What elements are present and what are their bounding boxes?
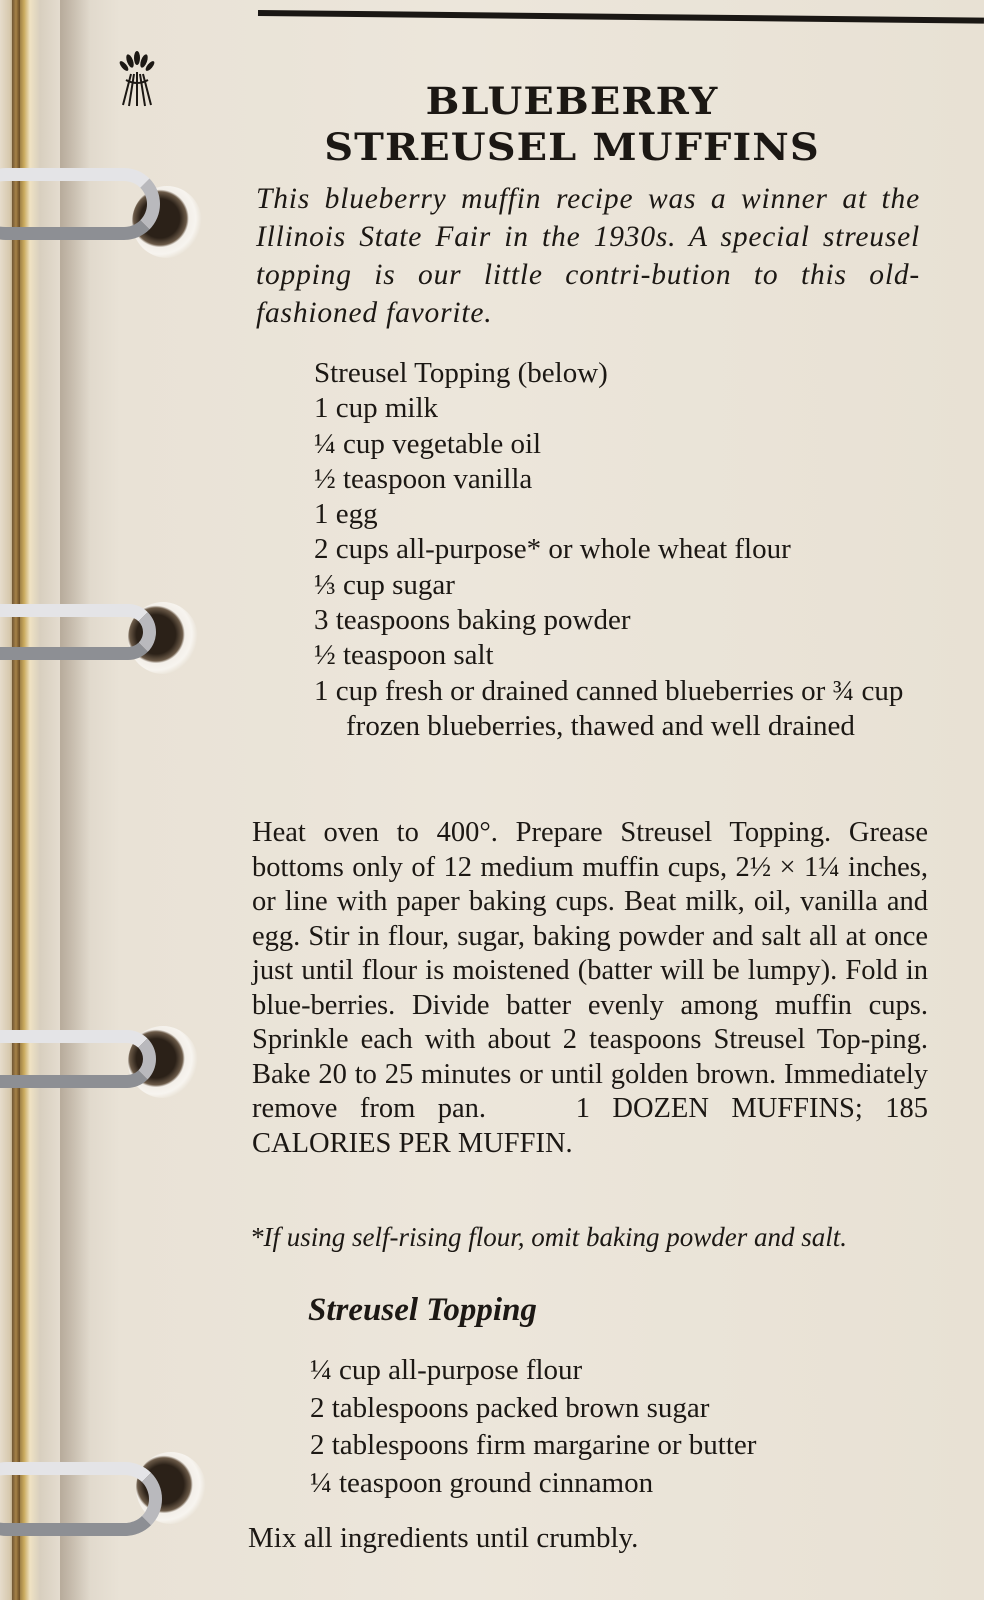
topping-ingredient-item: ¼ cup all-purpose flour (310, 1354, 583, 1386)
recipe-intro: This blueberry muffin recipe was a winner at the Illinois State Fair in the 1930s. A special streusel topping is our little contri-bution to this old-fashioned favorite. (256, 183, 920, 329)
ingredient-item: ½ teaspoon salt (314, 639, 494, 672)
directions-text: Heat oven to 400°. Prepare Streusel Topping. Grease bottoms only of 12 medium muffin cups, 2½ × 1¼ inches, or line with paper baking cups. Beat milk, oil, vanilla and egg. Stir in flour, sugar, baking powder and salt all at once just until flour is moistened (batter will be lumpy). Fold in blue-berries. Divide batter evenly among muffin cups. Sprinkle each with about 2 teaspoons Streusel Top-ping. Bake 20 to 25 minutes or until golden brown. Immediately remove from pan. (252, 817, 928, 1124)
topping-title: Streusel Topping (308, 1292, 537, 1328)
topping-ingredient-item: 2 tablespoons firm margarine or butter (310, 1429, 757, 1461)
topping-ingredient-list (310, 1352, 930, 1502)
topping-ingredient-item: 2 tablespoons packed brown sugar (310, 1391, 710, 1424)
binder-ring-3 (0, 1030, 156, 1088)
ingredient-item: ⅓ cup sugar (314, 568, 455, 601)
ingredient-item: 2 cups all-purpose* or whole wheat flour (314, 533, 791, 566)
ingredient-item: 3 teaspoons baking powder (314, 604, 631, 637)
topping-method: Mix all ingredients until crumbly. (248, 1522, 639, 1554)
ingredient-item: ¼ cup vegetable oil (314, 427, 542, 460)
flour-footnote: *If using self-rising flour, omit baking powder and salt. (250, 1222, 848, 1252)
ingredient-item: ½ teaspoon vanilla (314, 462, 533, 495)
recipe-calories: 185 CALORIES PER MUFFIN. (252, 1093, 929, 1159)
recipe-title (226, 78, 917, 170)
binder-ring-1 (0, 168, 160, 240)
ingredient-item: Streusel Topping (below) (314, 357, 608, 389)
ingredient-item: 1 egg (314, 498, 378, 531)
title-line-1: BLUEBERRY (425, 79, 719, 123)
binding-gilt-strip (12, 0, 20, 1600)
ingredient-item: 1 cup milk (314, 392, 439, 425)
page-shadow (60, 0, 90, 1600)
ingredient-item: 1 cup fresh or drained canned blueberries or ¾ cup frozen blueberries, thawed and well drained (314, 674, 904, 742)
binder-ring-2 (0, 604, 156, 660)
ingredient-list (314, 356, 934, 744)
binding-edge (0, 0, 60, 1600)
recipe-yield: 1 DOZEN MUFFINS; (575, 1093, 863, 1124)
title-line-2: STREUSEL MUFFINS (324, 125, 820, 169)
wheat-sheaf-icon (118, 50, 156, 108)
topping-ingredient-item: ¼ teaspoon ground cinnamon (310, 1466, 654, 1499)
recipe-directions (252, 816, 928, 1161)
binder-ring-4 (0, 1462, 162, 1536)
